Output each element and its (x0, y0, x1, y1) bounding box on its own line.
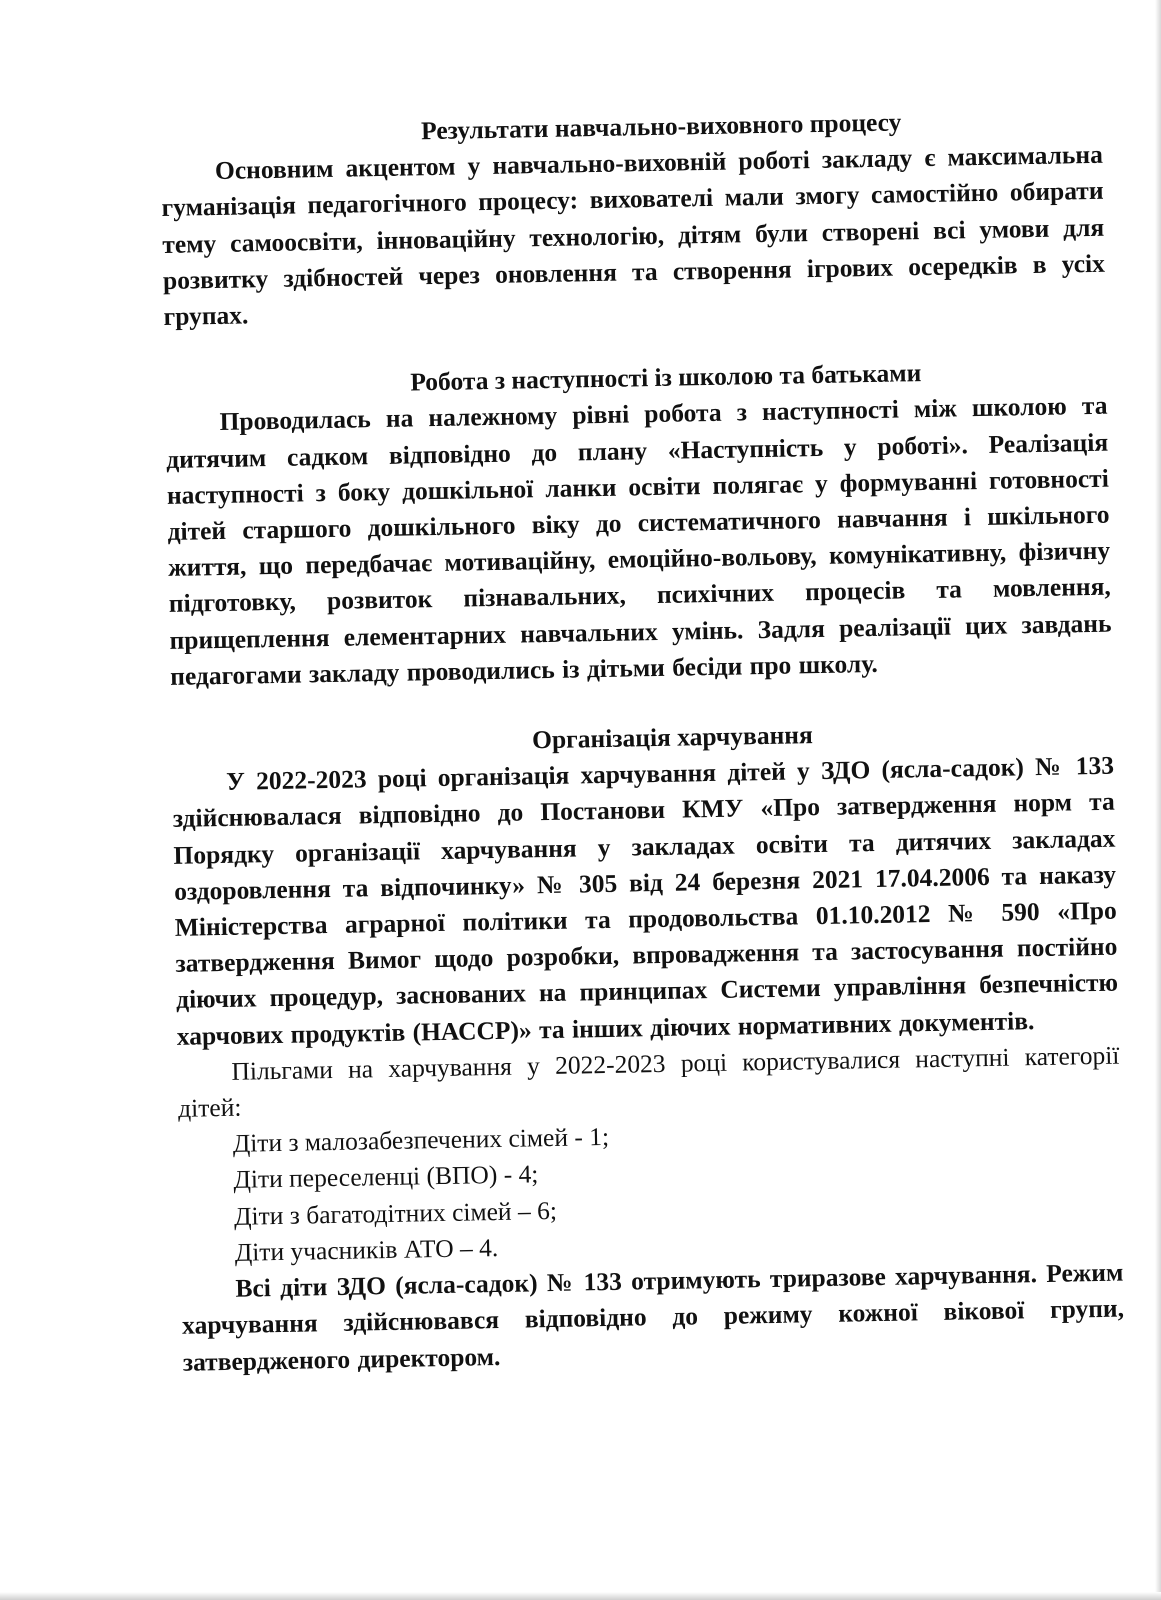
paragraph-results: Основним акцентом у навчально-виховній роботі закладу є максимальна гуманізація педагогічного процесу: вихователі мали змогу самостійно обирати тему самоосвіти, інноваційну технологію, дітям були створені всі умови для розвитку здібностей через оновлення та створення ігрових осередків в усіх групах. (161, 139, 1106, 331)
page-edge-shadow (0, 1592, 1161, 1600)
page-edge-shadow (1155, 0, 1161, 1600)
document-body (160, 101, 1125, 1381)
section-heading-results: Результати навчально-виховного процесу (420, 107, 902, 146)
list-item: Діти з багатодітних сімей – 6; (233, 1195, 558, 1231)
paragraph-continuity: Проводилась на належному рівні робота з наступності між школою та дитячим садком відповідно до плану «Наступність у роботі». Реалізація наступності з боку дошкільної ланки освіти полягає у формуванні готовності дітей старшого дошкільного віку до систематичного навчання і шкільного життя, що передбачає мотиваційну, емоційно-вольову, комунікативну, фізичну підготовку, розвиток пізнавальних, психічних процесів та мовлення, прищеплення елементарних навчальних умінь. Задля реалізації цих завдань педагогами закладу проводились із дітьми бесіди про школу. (165, 391, 1112, 691)
list-item: Діти з малозабезпечених сімей - 1; (232, 1122, 610, 1159)
section-heading-nutrition: Організація харчування (531, 720, 813, 755)
paragraph-nutrition-regulation: У 2022-2023 році організація харчування дітей у ЗДО (ясла-садок) № 133 здійснювалася відповідно до Постанови КМУ «Про затвердження норм та Порядку організації харчування у закладах освіти та дитячих закладах оздоровлення та відпочинку» № 305 від 24 березня 2021 17.04.2006 та наказу Міністерства аграрної політики та продовольства 01.10.2012 № 590 «Про затвердження Вимог щодо розробки, впровадження та застосування постійно діючих процедур, заснованих на принципах Системи управління безпечністю харчових продуктів (НАССР)» та інших діючих нормативних документів. (172, 750, 1119, 1051)
section-heading-continuity: Робота з наступності із школою та батьками (410, 358, 922, 397)
list-item: Діти переселенці (ВПО) - 4; (233, 1159, 539, 1195)
paragraph-nutrition-regime: Всі діти ЗДО (ясла-садок) № 133 отримують триразове харчування. Режим харчування здійснювався відповідно до режиму кожної вікової групи, затвердженого директором. (181, 1257, 1125, 1377)
paragraph-nutrition-benefits: Пільгами на харчування у 2022-2023 році користувалися наступні категорії дітей: (177, 1040, 1120, 1123)
list-item: Діти учасників АТО – 4. (234, 1232, 499, 1267)
